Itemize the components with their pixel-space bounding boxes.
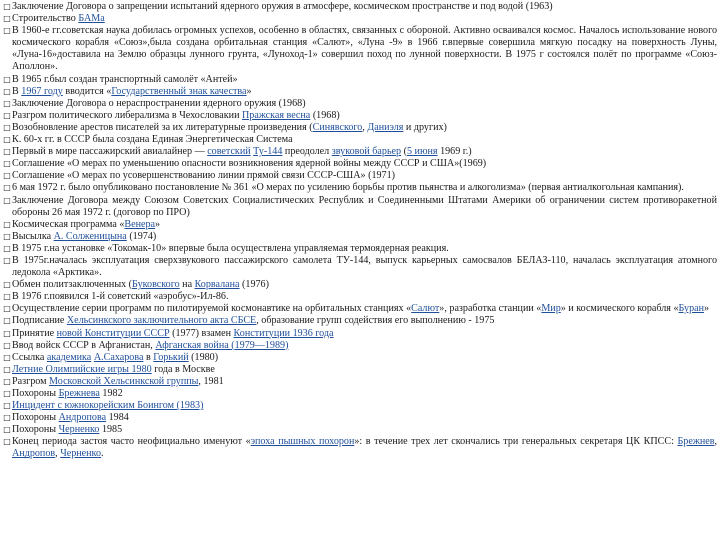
text-run: Соглашение «О мерах по уменьшению опасности возникновения ядерной войны между СССР и США»(1969) bbox=[12, 158, 487, 170]
list-item bbox=[3, 328, 717, 340]
text-run: Первый в мире пассажирский авиалайнер — bbox=[12, 146, 208, 158]
text-run: » bbox=[246, 85, 252, 97]
list-item-text bbox=[12, 122, 717, 134]
list-item bbox=[3, 388, 717, 400]
checkbox-square-icon: □ bbox=[3, 304, 11, 314]
checkbox-square-icon: □ bbox=[3, 328, 11, 338]
list-item bbox=[3, 158, 717, 170]
hyperlink[interactable]: Черненко bbox=[58, 424, 100, 436]
checkbox-square-icon: □ bbox=[3, 231, 11, 241]
list-item-text bbox=[12, 303, 717, 315]
hyperlink[interactable]: БАМа bbox=[78, 13, 105, 25]
list-item bbox=[3, 219, 717, 231]
hyperlink[interactable]: Андропова bbox=[58, 412, 107, 424]
text-run: Похороны bbox=[12, 388, 59, 399]
text-run: и других) bbox=[403, 121, 447, 133]
list-item bbox=[3, 400, 717, 412]
text-run: , bbox=[55, 448, 61, 460]
text-run: на bbox=[179, 279, 195, 291]
hyperlink[interactable]: Салют bbox=[411, 303, 440, 315]
hyperlink[interactable]: Синявского bbox=[312, 121, 363, 133]
checkbox-square-icon: □ bbox=[3, 26, 11, 36]
hyperlink[interactable]: Буран bbox=[678, 303, 705, 315]
hyperlink[interactable]: Мир bbox=[541, 303, 561, 315]
text-run: Осуществление серии программ по пилотируемой космонавтике на орбитальных станциях « bbox=[12, 303, 412, 315]
list-item-text bbox=[12, 436, 717, 460]
list-item-text bbox=[12, 376, 717, 388]
text-run: вводится « bbox=[62, 85, 112, 97]
hyperlink[interactable]: Конституции 1936 года bbox=[233, 327, 334, 339]
list-item-text bbox=[12, 424, 717, 436]
text-run: Похороны bbox=[12, 424, 59, 436]
text-run: 6 мая 1972 г. было опубликовано постановление № 361 «О мерах по усилению борьбы против пьянства и алкоголизма» (первая антиалкогольная кампания). bbox=[12, 182, 684, 194]
list-item-text bbox=[12, 182, 717, 194]
text-run: в bbox=[143, 351, 154, 363]
text-run: (1976) bbox=[239, 279, 269, 291]
list-item bbox=[3, 255, 717, 279]
text-run: Заключение Договора о нераспространении ядерного оружия (1968) bbox=[12, 97, 306, 109]
hyperlink[interactable]: звуковой барьер bbox=[331, 146, 402, 158]
text-run: В 1976 г.появился 1-й советский «аэробус»-Ил-86. bbox=[12, 291, 229, 303]
hyperlink[interactable]: Венера bbox=[124, 218, 156, 230]
text-run: Принятие bbox=[12, 327, 57, 339]
text-run: 1969 г.) bbox=[437, 146, 472, 158]
hyperlink[interactable]: Пражская весна bbox=[242, 109, 311, 121]
list-item-text bbox=[12, 291, 717, 303]
list-item-text bbox=[12, 340, 717, 352]
text-run: Ввод войск СССР в Афганистан, bbox=[12, 339, 156, 351]
checkbox-square-icon: □ bbox=[3, 292, 11, 302]
text-run: Обмен политзаключенных ( bbox=[12, 279, 133, 291]
text-run: Высылка bbox=[12, 230, 54, 242]
list-item bbox=[3, 146, 717, 158]
list-item-text bbox=[12, 255, 717, 279]
text-run: , образование групп содействия его выполнению - 1975 bbox=[256, 315, 495, 327]
checkbox-square-icon: □ bbox=[3, 219, 11, 229]
text-run: . bbox=[101, 448, 104, 460]
hyperlink[interactable]: советский bbox=[207, 146, 251, 158]
text-run: Космическая программа « bbox=[12, 218, 125, 230]
text-run: Подписание bbox=[12, 315, 67, 327]
list-item-text bbox=[12, 364, 717, 376]
list-item bbox=[3, 74, 717, 86]
list-item-text bbox=[12, 412, 717, 424]
hyperlink[interactable]: 5 июня bbox=[406, 146, 438, 158]
checkbox-square-icon: □ bbox=[3, 74, 11, 84]
hyperlink[interactable]: Брежнева bbox=[58, 388, 100, 399]
checkbox-square-icon: □ bbox=[3, 389, 11, 398]
checkbox-square-icon: □ bbox=[3, 171, 11, 181]
list-item bbox=[3, 243, 717, 255]
list-item bbox=[3, 279, 717, 291]
text-run: Строительство bbox=[12, 13, 79, 25]
text-run: , bbox=[362, 121, 368, 133]
hyperlink[interactable]: Ту-144 bbox=[253, 146, 283, 158]
text-run: (1968) bbox=[310, 109, 340, 121]
checkbox-square-icon: □ bbox=[3, 2, 11, 11]
text-run: В bbox=[12, 85, 22, 97]
list-item bbox=[3, 340, 717, 352]
checkbox-square-icon: □ bbox=[3, 340, 11, 350]
text-run: Заключение Договора между Союзом Советских Социалистических Республик и Соединенными Штатами Америки об ограничении систем противоракетной обороны 26 мая 1972 г. (договор по ПРО) bbox=[12, 194, 717, 218]
text-run: 1984 bbox=[106, 412, 129, 424]
checkbox-square-icon: □ bbox=[3, 413, 11, 423]
list-item bbox=[3, 25, 717, 73]
text-run: (1980) bbox=[188, 351, 219, 363]
list-item-text bbox=[12, 74, 717, 86]
text-run: Возобновление арестов писателей за их литературные произведения ( bbox=[12, 121, 313, 133]
list-item bbox=[3, 315, 717, 327]
text-run: , bbox=[714, 436, 717, 448]
list-item-text bbox=[12, 25, 717, 73]
hyperlink[interactable]: Буковского bbox=[132, 279, 180, 291]
checkbox-square-icon: □ bbox=[3, 159, 11, 169]
checkbox-square-icon: □ bbox=[3, 122, 11, 132]
list-item bbox=[3, 182, 717, 194]
text-run: Соглашение «О мерах по усовершенствованию линии прямой связи СССР-США» (1971) bbox=[12, 170, 396, 182]
list-item bbox=[3, 134, 717, 146]
list-item-text bbox=[12, 219, 717, 231]
hyperlink[interactable]: Хельсинкского заключительного акта СБСЕ bbox=[66, 315, 257, 327]
checkbox-square-icon: □ bbox=[3, 14, 11, 24]
checkbox-square-icon: □ bbox=[3, 147, 11, 157]
text-run: », разработка станции « bbox=[439, 303, 542, 315]
text-run: преодолел bbox=[282, 146, 332, 158]
hyperlink[interactable]: Брежнев bbox=[677, 436, 715, 448]
list-item-text bbox=[12, 243, 717, 255]
hyperlink[interactable]: А. Солженицына bbox=[53, 230, 127, 242]
checkbox-square-icon: □ bbox=[3, 352, 11, 362]
text-run: » и космического корабля « bbox=[560, 303, 679, 315]
list-item bbox=[3, 352, 717, 364]
list-item bbox=[3, 110, 717, 122]
checkbox-square-icon: □ bbox=[3, 195, 11, 205]
text-run: В 1975г.началась эксплуатация сверхзвукового пассажирского самолета ТУ-144, выпуск карьерных самосвалов БЕЛАЗ-110, началась эксплуатация атомного ледокола «Арктика». bbox=[12, 254, 717, 279]
list-item bbox=[3, 98, 717, 110]
list-item-text bbox=[12, 1, 717, 13]
checkbox-square-icon: □ bbox=[3, 135, 11, 145]
list-item bbox=[3, 291, 717, 303]
text-run: ( bbox=[401, 146, 407, 158]
list-item-text bbox=[12, 13, 717, 25]
list-item bbox=[3, 86, 717, 98]
text-run: Заключение Договора о запрещении испытаний ядерного оружия в атмосфере, космическом пространстве и под водой (1963) bbox=[12, 1, 553, 12]
list-item bbox=[3, 424, 717, 436]
text-run: К. 60-х гг. в СССР была создана Единая Энергетическая Система bbox=[12, 134, 293, 146]
list-item-text bbox=[12, 134, 717, 146]
checkbox-square-icon: □ bbox=[3, 401, 11, 411]
hyperlink[interactable]: Московской Хельсинкской группы bbox=[49, 375, 199, 387]
text-run: Ссылка bbox=[12, 351, 47, 363]
hyperlink[interactable]: Черненко bbox=[60, 448, 101, 460]
checkbox-square-icon: □ bbox=[3, 437, 11, 447]
hyperlink[interactable]: Летние Олимпийские игры 1980 bbox=[12, 363, 152, 375]
hyperlink[interactable]: Даниэля bbox=[367, 121, 404, 133]
list-item bbox=[3, 195, 717, 219]
list-item-text bbox=[12, 110, 717, 122]
list-item bbox=[3, 364, 717, 376]
checkbox-square-icon: □ bbox=[3, 255, 11, 265]
list-item bbox=[3, 1, 717, 13]
checkbox-square-icon: □ bbox=[3, 316, 11, 326]
list-item-text bbox=[12, 170, 717, 182]
list-item-text bbox=[12, 86, 717, 98]
hyperlink[interactable]: А.Сахарова bbox=[93, 351, 144, 363]
list-item-text bbox=[12, 158, 717, 170]
checkbox-square-icon: □ bbox=[3, 98, 11, 108]
list-item bbox=[3, 170, 717, 182]
hyperlink[interactable]: эпоха пышных похорон bbox=[250, 436, 355, 448]
hyperlink[interactable]: Андропов bbox=[12, 448, 56, 460]
text-run: » bbox=[704, 303, 710, 315]
checkbox-square-icon: □ bbox=[3, 364, 11, 374]
list-item bbox=[3, 412, 717, 424]
hyperlink[interactable]: новой Конституции СССР bbox=[56, 327, 170, 339]
text-run: В 1975 г.на установке «Токомак-10» впервые была осуществлена управляемая термоядерная реакция. bbox=[12, 242, 449, 254]
text-run: Конец периода застоя часто неофициально именуют « bbox=[12, 436, 251, 448]
hyperlink[interactable]: академика bbox=[46, 351, 92, 363]
text-run: Разгром политического либерализма в Чехословакии bbox=[12, 109, 242, 121]
checkbox-square-icon: □ bbox=[3, 183, 11, 193]
text-run: »: в течение трех лет скончались три генеральных секретаря ЦК КПСС: bbox=[354, 436, 678, 448]
list-item-text bbox=[12, 328, 717, 340]
list-item-text bbox=[12, 400, 717, 412]
checkbox-square-icon: □ bbox=[3, 110, 11, 120]
list-item bbox=[3, 436, 717, 460]
text-run: 1985 bbox=[99, 424, 123, 436]
checkbox-square-icon: □ bbox=[3, 280, 11, 290]
checkbox-square-icon: □ bbox=[3, 425, 11, 435]
list-item bbox=[3, 303, 717, 315]
text-run: 1982 bbox=[99, 388, 123, 399]
list-item-text bbox=[12, 388, 717, 400]
list-item-text bbox=[12, 195, 717, 219]
hyperlink[interactable]: Корвалана bbox=[194, 279, 240, 291]
text-run: В 1960-е гг.советская наука добилась огромных успехов, особенно в областях, связанных с обороной. Активно осваивался космос. Началось использование нового космического корабля «Союз»,была создана орбитальная станция «Салют», «Луна -9» в 1966 г.впервые совершила мягкую посадку на поверхность Луны, «Луна-16»доставила на Землю образцы лунного грунта, «Луноход-1» совершил поход по лунной поверхности. В 1975 г состоялся полёт по программе «Союз-Аполлон». bbox=[12, 25, 717, 73]
checkbox-square-icon: □ bbox=[3, 86, 11, 96]
list-item-text bbox=[12, 146, 717, 158]
checkbox-square-icon: □ bbox=[3, 243, 11, 253]
list-item-text bbox=[12, 352, 717, 364]
text-run: Разгром bbox=[12, 375, 50, 387]
text-run: Похороны bbox=[12, 412, 59, 424]
list-item bbox=[3, 376, 717, 388]
text-run: (1974) bbox=[126, 230, 157, 242]
hyperlink[interactable]: Горький bbox=[153, 351, 189, 363]
text-run: года в Москве bbox=[151, 363, 215, 375]
text-run: , 1981 bbox=[198, 375, 224, 387]
list-item-text bbox=[12, 98, 717, 110]
hyperlink[interactable]: Инцидент с южнокорейским Боингом (1983) bbox=[12, 400, 204, 412]
checkbox-square-icon: □ bbox=[3, 376, 11, 386]
list-item-text bbox=[12, 315, 717, 327]
list-item-text bbox=[12, 231, 717, 243]
list-item bbox=[3, 13, 717, 25]
list-item bbox=[3, 231, 717, 243]
text-run: » bbox=[155, 218, 161, 230]
hyperlink[interactable]: 1967 году bbox=[21, 85, 63, 97]
list-item bbox=[3, 122, 717, 134]
hyperlink[interactable]: Государственный знак качества bbox=[111, 85, 247, 97]
list-item-text bbox=[12, 279, 717, 291]
text-run: (1977) взамен bbox=[169, 327, 234, 339]
text-run: В 1965 г.был создан транспортный самолёт «Антей» bbox=[12, 73, 238, 85]
hyperlink[interactable]: Афганская война (1979—1989) bbox=[155, 339, 289, 351]
